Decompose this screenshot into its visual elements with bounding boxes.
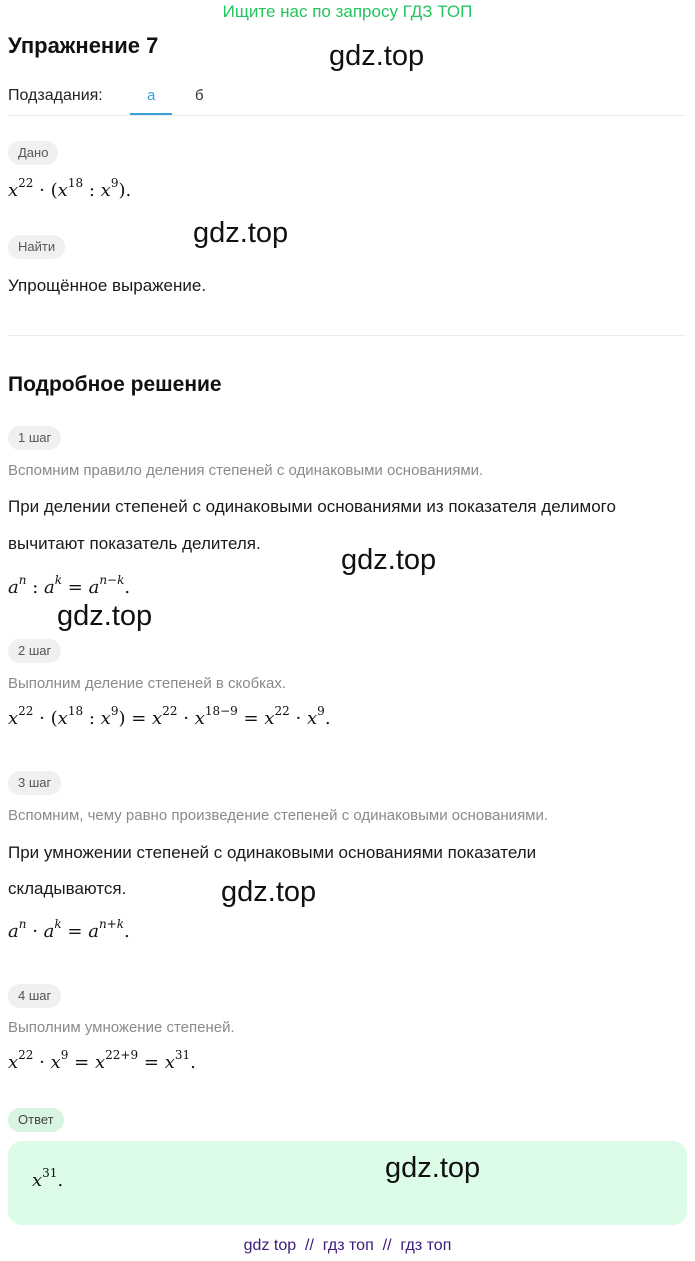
solution-title: Подробное решение xyxy=(8,373,222,396)
step-2-chip: 2 шаг xyxy=(8,639,61,663)
step-3-text-line2: складываются. xyxy=(8,879,127,898)
answer-expression: $x^{31}$. xyxy=(32,1166,64,1191)
step-3-chip: 3 шаг xyxy=(8,771,61,795)
step-3-text-line1: При умножении степеней с одинаковыми основаниями показатели xyxy=(8,843,537,862)
footer-links[interactable]: gdz top // гдз топ // гдз топ xyxy=(243,1237,452,1254)
step-4-chip: 4 шаг xyxy=(8,984,61,1008)
watermark: gdz.top xyxy=(57,600,153,632)
watermark: gdz.top xyxy=(193,217,289,249)
step-2-formula: $x^{22} \cdot (x^{18}$ : $x^9) = x^{22} \cdot x^{18-9} = x^{22} \cdot x^9$. xyxy=(8,704,331,729)
step-1-formula: $a^n$ : $a^k = a^{n-k}$. xyxy=(8,573,131,598)
step-1-hint: Вспомним правило деления степеней с одинаковыми основаниями. xyxy=(8,462,484,479)
given-expression: $x^{22} \cdot (x^{18}$ : $x^9$). xyxy=(8,176,132,201)
step-3-formula: $a^n \cdot a^k = a^{n+k}$. xyxy=(8,917,130,942)
step-4-hint: Выполним умножение степеней. xyxy=(8,1019,235,1036)
step-1-chip: 1 шаг xyxy=(8,426,61,450)
step-3-hint: Вспомним, чему равно произведение степеней с одинаковыми основаниями. xyxy=(8,807,549,824)
given-chip: Дано xyxy=(8,141,58,165)
divider xyxy=(8,115,686,116)
tab-a[interactable]: а xyxy=(147,87,156,104)
find-text: Упрощённое выражение. xyxy=(8,276,207,295)
subtasks-label: Подзадания: xyxy=(8,87,103,104)
find-chip: Найти xyxy=(8,235,65,259)
page-title: Упражнение 7 xyxy=(8,33,159,58)
watermark: gdz.top xyxy=(221,876,317,908)
divider xyxy=(8,335,686,336)
step-4-formula: $x^{22} \cdot x^9 = x^{22+9} = x^{31}$. xyxy=(8,1048,196,1073)
watermark: gdz.top xyxy=(385,1152,481,1184)
step-1-text-line1: При делении степеней с одинаковыми основаниями из показателя делимого xyxy=(8,497,616,516)
tab-b[interactable]: б xyxy=(195,87,204,104)
search-banner: Ищите нас по запросу ГДЗ ТОП xyxy=(222,2,473,21)
watermark: gdz.top xyxy=(329,40,425,72)
step-1-text-line2: вычитают показатель делителя. xyxy=(8,534,261,553)
answer-chip: Ответ xyxy=(8,1108,64,1132)
watermark: gdz.top xyxy=(341,544,437,576)
answer-box xyxy=(8,1141,687,1225)
step-2-hint: Выполним деление степеней в скобках. xyxy=(8,675,287,692)
